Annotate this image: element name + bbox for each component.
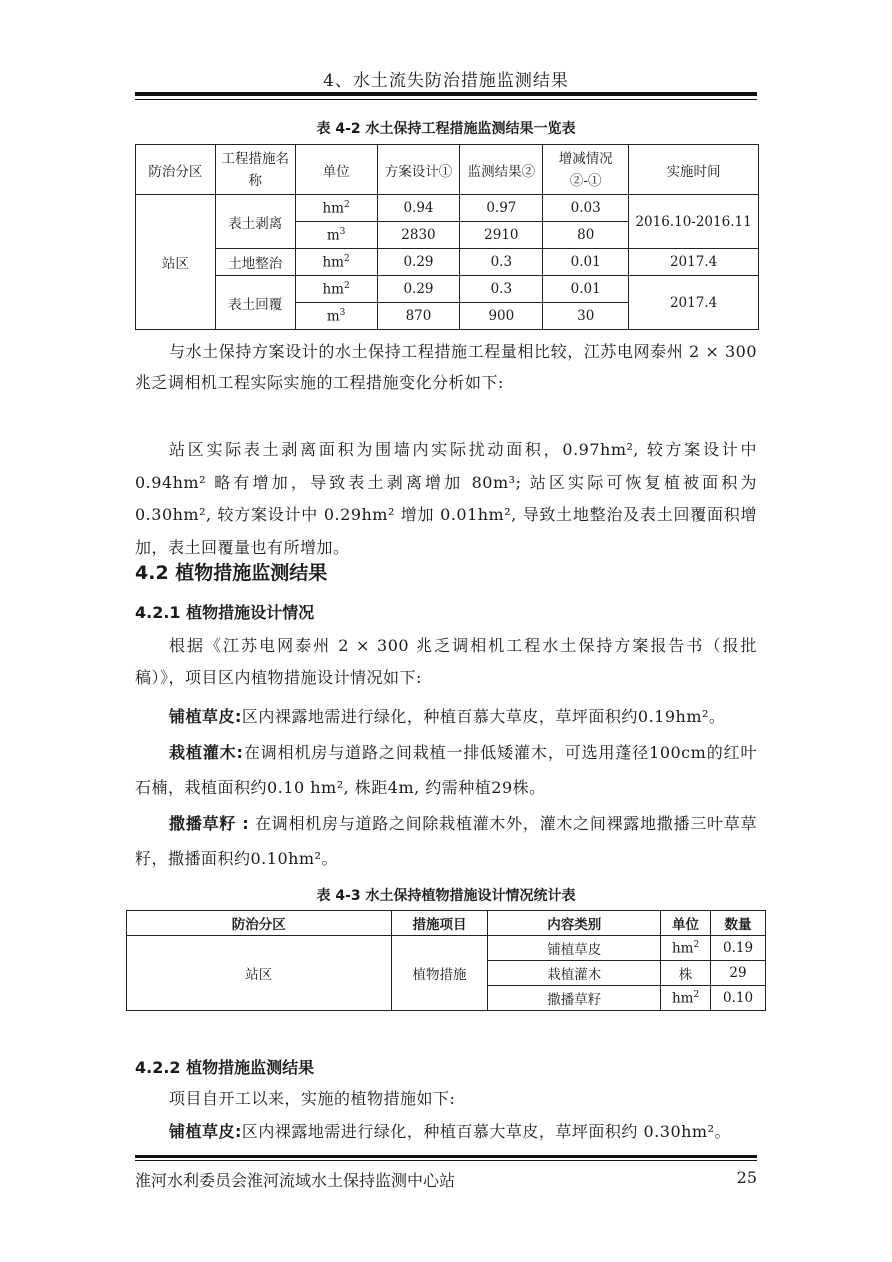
result-cell: 0.3 — [460, 249, 543, 276]
table-row — [136, 195, 759, 222]
term-label: 铺植草皮: — [169, 1122, 242, 1141]
table-header-row — [127, 911, 766, 936]
chapter-header: 4、水土流失防治措施监测结果 — [323, 71, 569, 91]
footer-rule-thin — [135, 1160, 757, 1161]
unit-cell: 株 — [661, 961, 711, 986]
qty-cell: 0.19 — [711, 936, 766, 961]
item-text: 在调相机房与道路之间栽植一排低矮灌木，可选用蓬径100cm的红叶石楠，栽植面积约0.10 hm², 株距4m, 约需种植29株。 — [135, 743, 757, 797]
header-cell: 监测结果② — [460, 145, 543, 195]
result-cell: 2910 — [460, 222, 543, 249]
change-cell: 0.01 — [543, 249, 629, 276]
page-number: 25 — [736, 1168, 757, 1187]
design-cell: 0.29 — [377, 249, 460, 276]
time-cell: 2017.4 — [629, 276, 759, 330]
header-cell: 防治分区 — [127, 911, 392, 936]
header-cell: 单位 — [661, 911, 711, 936]
header-cell: 措施项目 — [391, 911, 488, 936]
item-text: 在调相机房与道路之间除栽植灌木外，灌木之间裸露地撒播三叶草草籽，撒播面积约0.10hm²。 — [135, 814, 757, 868]
comparison-paragraph: 与水土保持方案设计的水土保持工程措施工程量相比较，江苏电网泰州 2 × 300 兆乏调相机工程实际实施的工程措施变化分析如下: — [135, 342, 757, 392]
header-cell: 实施时间 — [629, 145, 759, 195]
category-cell: 植物措施 — [391, 936, 488, 1011]
qty-cell: 0.10 — [711, 986, 766, 1011]
engineering-measures-table — [135, 144, 759, 330]
table-4-3-caption: 表 4-3 水土保持植物措施设计情况统计表 — [316, 888, 576, 904]
analysis-paragraph: 站区实际表土剥离面积为围墙内实际扰动面积，0.97hm², 较方案设计中 0.94hm² 略有增加，导致表土剥离增加 80m³; 站区实际可恢复植被面积为 0.30hm², 较方案设计中 0.29hm² 增加 0.01hm², 导致土地整治及表土回覆面积增加，表土回覆量也有所增加。 — [135, 440, 757, 557]
item-text: 区内裸露地需进行绿化，种植百慕大草皮，草坪面积约 0.30hm²。 — [241, 1122, 732, 1141]
item-text: 区内裸露地需进行绿化，种植百慕大草皮，草坪面积约0.19hm²。 — [241, 707, 726, 726]
unit-cell: $hm^2$ — [295, 276, 377, 303]
time-cell: 2016.10-2016.11 — [629, 195, 759, 249]
table-row — [127, 936, 766, 961]
result-item-sod — [135, 1116, 757, 1147]
header-cell: 方案设计① — [377, 145, 460, 195]
footer-rule-thick — [135, 1155, 757, 1158]
section-heading-4-2-2: 4.2.2 植物措施监测结果 — [135, 1058, 315, 1077]
measure-cell: 土地整治 — [215, 249, 295, 276]
table-header-row — [136, 145, 759, 195]
term-label: 撒播草籽 : — [169, 814, 250, 833]
change-cell: 0.03 — [543, 195, 629, 222]
qty-cell: 29 — [711, 961, 766, 986]
table-row — [136, 249, 759, 276]
footer-organization: 淮河水利委员会淮河流域水土保持监测中心站 — [135, 1171, 456, 1190]
table-row — [136, 276, 759, 303]
header-rule-thick — [135, 92, 757, 96]
content-cell: 铺植草皮 — [488, 936, 661, 961]
section-heading-4-2-1: 4.2.1 植物措施设计情况 — [135, 603, 315, 622]
result-cell: 900 — [460, 303, 543, 330]
result-cell: 0.97 — [460, 195, 543, 222]
section-heading-4-2: 4.2 植物措施监测结果 — [135, 562, 328, 584]
design-cell: 870 — [377, 303, 460, 330]
change-cell: 80 — [543, 222, 629, 249]
design-basis-paragraph: 根据《江苏电网泰州 2 × 300 兆乏调相机工程水土保持方案报告书（报批稿）》，项目区内植物措施设计情况如下: — [135, 636, 757, 687]
change-cell: 30 — [543, 303, 629, 330]
unit-cell: $hm^2$ — [295, 195, 377, 222]
header-cell: 数量 — [711, 911, 766, 936]
change-cell: 0.01 — [543, 276, 629, 303]
content-cell: 撒播草籽 — [488, 986, 661, 1011]
header-cell: 增减情况②-① — [543, 145, 629, 195]
design-item-sod — [135, 701, 757, 733]
table-4-2-caption: 表 4-2 水土保持工程措施监测结果一览表 — [316, 121, 576, 137]
measure-cell: 表土剥离 — [215, 195, 295, 249]
unit-cell: $hm^2$ — [295, 249, 377, 276]
design-cell: 0.94 — [377, 195, 460, 222]
header-rule-thin — [135, 99, 757, 100]
design-cell: 2830 — [377, 222, 460, 249]
unit-cell: $hm^2$ — [661, 986, 711, 1011]
design-item-seed — [135, 806, 757, 876]
term-label: 铺植草皮: — [169, 707, 242, 726]
result-cell: 0.3 — [460, 276, 543, 303]
design-item-shrub — [135, 735, 757, 805]
header-cell: 内容类别 — [488, 911, 661, 936]
header-cell: 防治分区 — [136, 145, 216, 195]
unit-cell: $m^3$ — [295, 222, 377, 249]
unit-cell: $hm^2$ — [661, 936, 711, 961]
design-cell: 0.29 — [377, 276, 460, 303]
zone-cell: 站区 — [136, 195, 216, 330]
term-label: 栽植灌木: — [169, 743, 244, 762]
measure-cell: 表土回覆 — [215, 276, 295, 330]
zone-cell: 站区 — [127, 936, 392, 1011]
unit-cell: $m^3$ — [295, 303, 377, 330]
content-cell: 栽植灌木 — [488, 961, 661, 986]
plant-measures-table — [126, 910, 766, 1011]
time-cell: 2017.4 — [629, 249, 759, 276]
header-cell: 单位 — [295, 145, 377, 195]
header-cell: 工程措施名称 — [215, 145, 295, 195]
implementation-paragraph: 项目自开工以来，实施的植物措施如下: — [169, 1089, 456, 1108]
